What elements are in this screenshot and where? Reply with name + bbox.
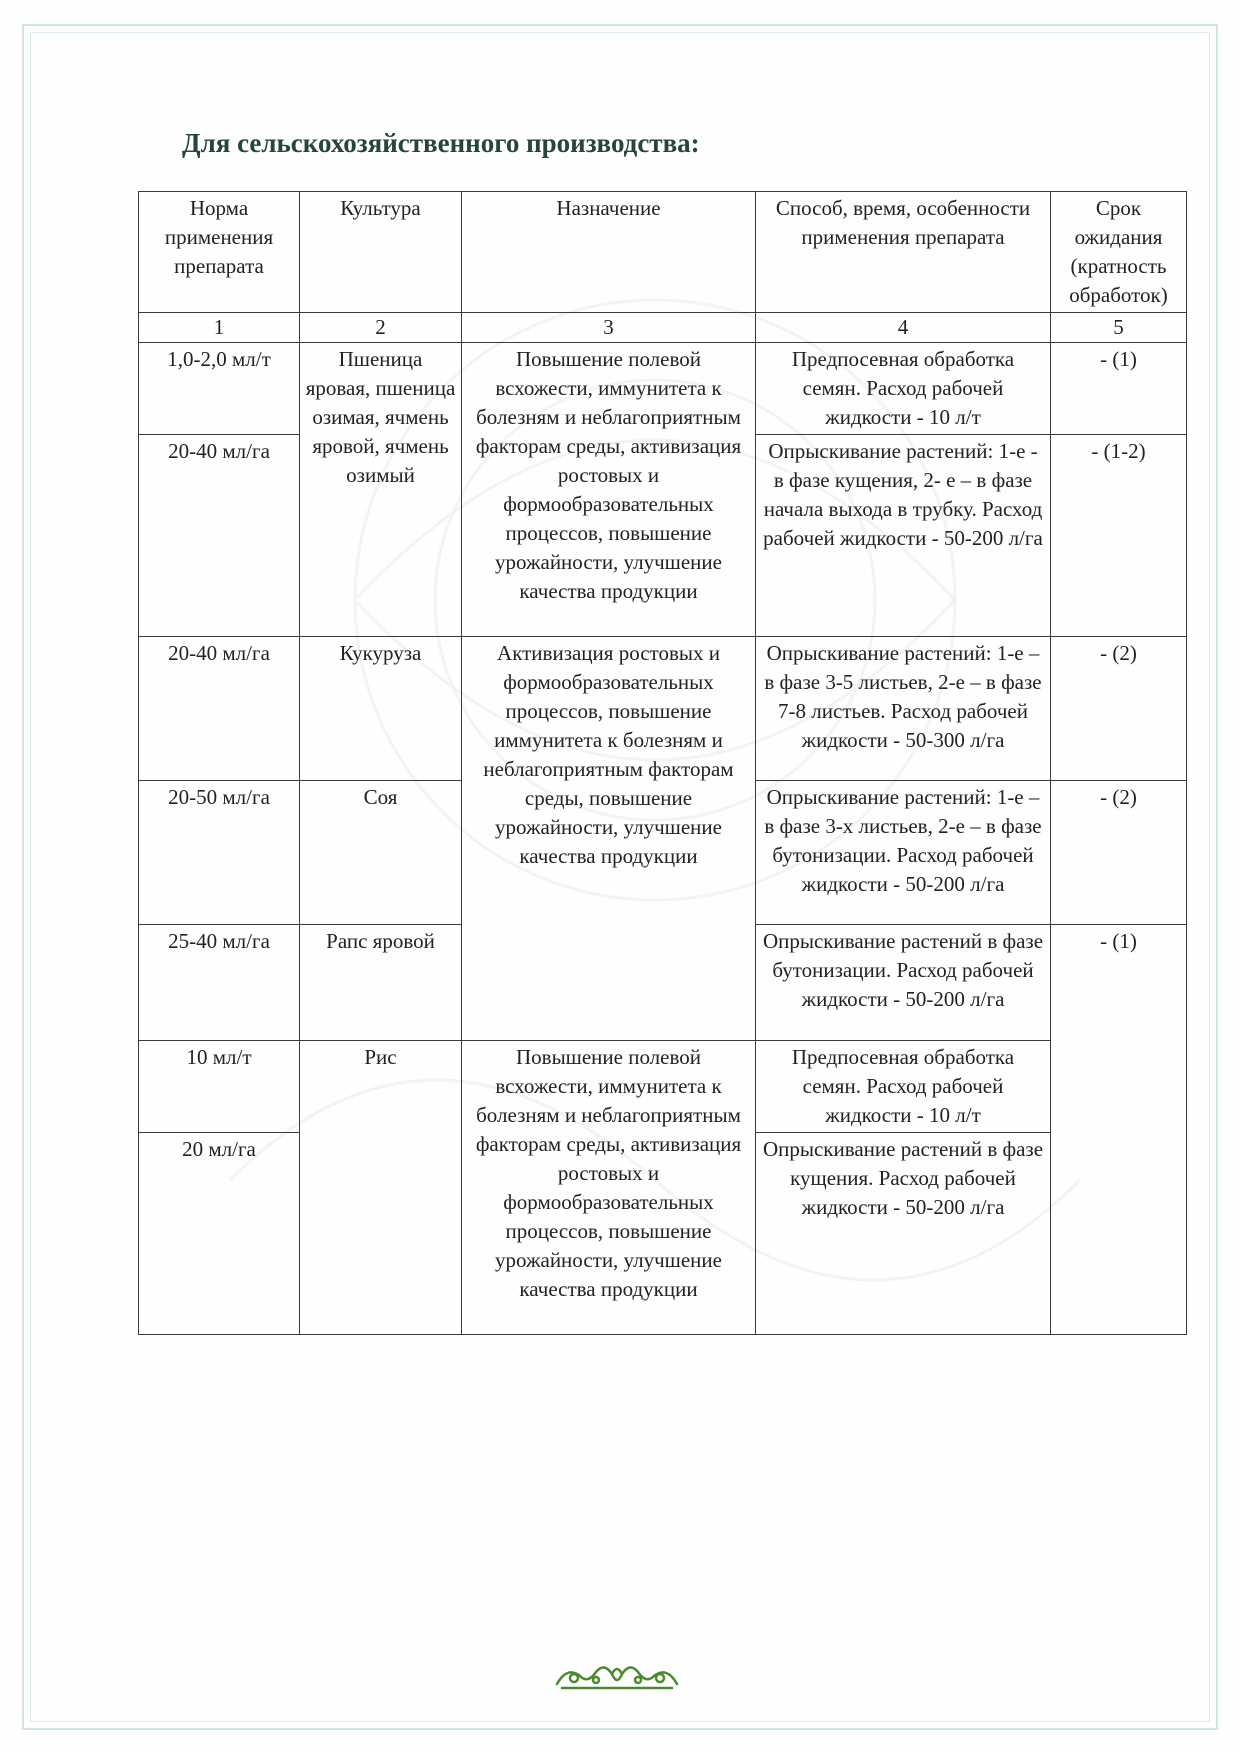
norm-cell: 20 мл/га [139,1133,300,1335]
column-number: 5 [1051,313,1187,343]
norm-cell: 20-40 мл/га [139,435,300,637]
method-cell: Опрыскивание растений: 1-е – в фазе 3-х листьев, 2-е – в фазе бутонизации. Расход рабочей жидкости - 50-200 л/га [756,781,1051,925]
purpose-cell: Активизация ростовых и формообразовательных процессов, повышение иммунитета к болезням и неблагоприятным факторам среды, повышение урожайности, улучшение качества продукции [462,637,756,1041]
purpose-cell: Повышение полевой всхожести, иммунитета к болезням и неблагоприятным факторам среды, активизация ростовых и формообразовательных процессов, повышение урожайности, улучшение качества продукции [462,343,756,637]
norm-cell: 10 мл/т [139,1041,300,1133]
table-row [139,343,1187,435]
column-number-row [139,313,1187,343]
header-norm: Норма применения препарата [139,192,300,313]
crop-cell: Пшеница яровая, пшеница озимая, ячмень яровой, ячмень озимый [300,343,462,637]
norm-cell: 20-50 мл/га [139,781,300,925]
crop-cell: Соя [300,781,462,925]
table-header-row [139,192,1187,313]
header-method: Способ, время, особенности применения препарата [756,192,1051,313]
crop-cell: Кукуруза [300,637,462,781]
waiting-cell: - (2) [1051,781,1187,925]
method-cell: Опрыскивание растений в фазе бутонизации. Расход рабочей жидкости - 50-200 л/га [756,925,1051,1041]
header-waiting: Срок ожидания (кратность обработок) [1051,192,1187,313]
method-cell: Опрыскивание растений: 1-е – в фазе 3-5 листьев, 2-е – в фазе 7-8 листьев. Расход рабочей жидкости - 50-300 л/га [756,637,1051,781]
page-title: Для сельскохозяйственного производства: [182,128,700,158]
waiting-cell: - (1) [1051,343,1187,435]
waiting-cell: - (1) [1051,925,1187,1335]
application-table [138,191,1187,1335]
table-row [139,1041,1187,1133]
ornament-icon [552,1658,682,1692]
method-cell: Опрыскивание растений: 1-е - в фазе кущения, 2- е – в фазе начала выхода в трубку. Расход рабочей жидкости - 50-200 л/га [756,435,1051,637]
waiting-cell: - (1-2) [1051,435,1187,637]
waiting-cell: - (2) [1051,637,1187,781]
norm-cell: 25-40 мл/га [139,925,300,1041]
method-cell: Предпосевная обработка семян. Расход рабочей жидкости - 10 л/т [756,1041,1051,1133]
norm-cell: 20-40 мл/га [139,637,300,781]
method-cell: Предпосевная обработка семян. Расход рабочей жидкости - 10 л/т [756,343,1051,435]
column-number: 4 [756,313,1051,343]
purpose-cell: Повышение полевой всхожести, иммунитета к болезням и неблагоприятным факторам среды, активизация ростовых и формообразовательных процессов, повышение урожайности, улучшение качества продукции [462,1041,756,1335]
norm-cell: 1,0-2,0 мл/т [139,343,300,435]
method-cell: Опрыскивание растений в фазе кущения. Расход рабочей жидкости - 50-200 л/га [756,1133,1051,1335]
column-number: 3 [462,313,756,343]
column-number: 2 [300,313,462,343]
crop-cell: Рапс яровой [300,925,462,1041]
header-crop: Культура [300,192,462,313]
header-purpose: Назначение [462,192,756,313]
crop-cell: Рис [300,1041,462,1335]
column-number: 1 [139,313,300,343]
table-row [139,637,1187,781]
